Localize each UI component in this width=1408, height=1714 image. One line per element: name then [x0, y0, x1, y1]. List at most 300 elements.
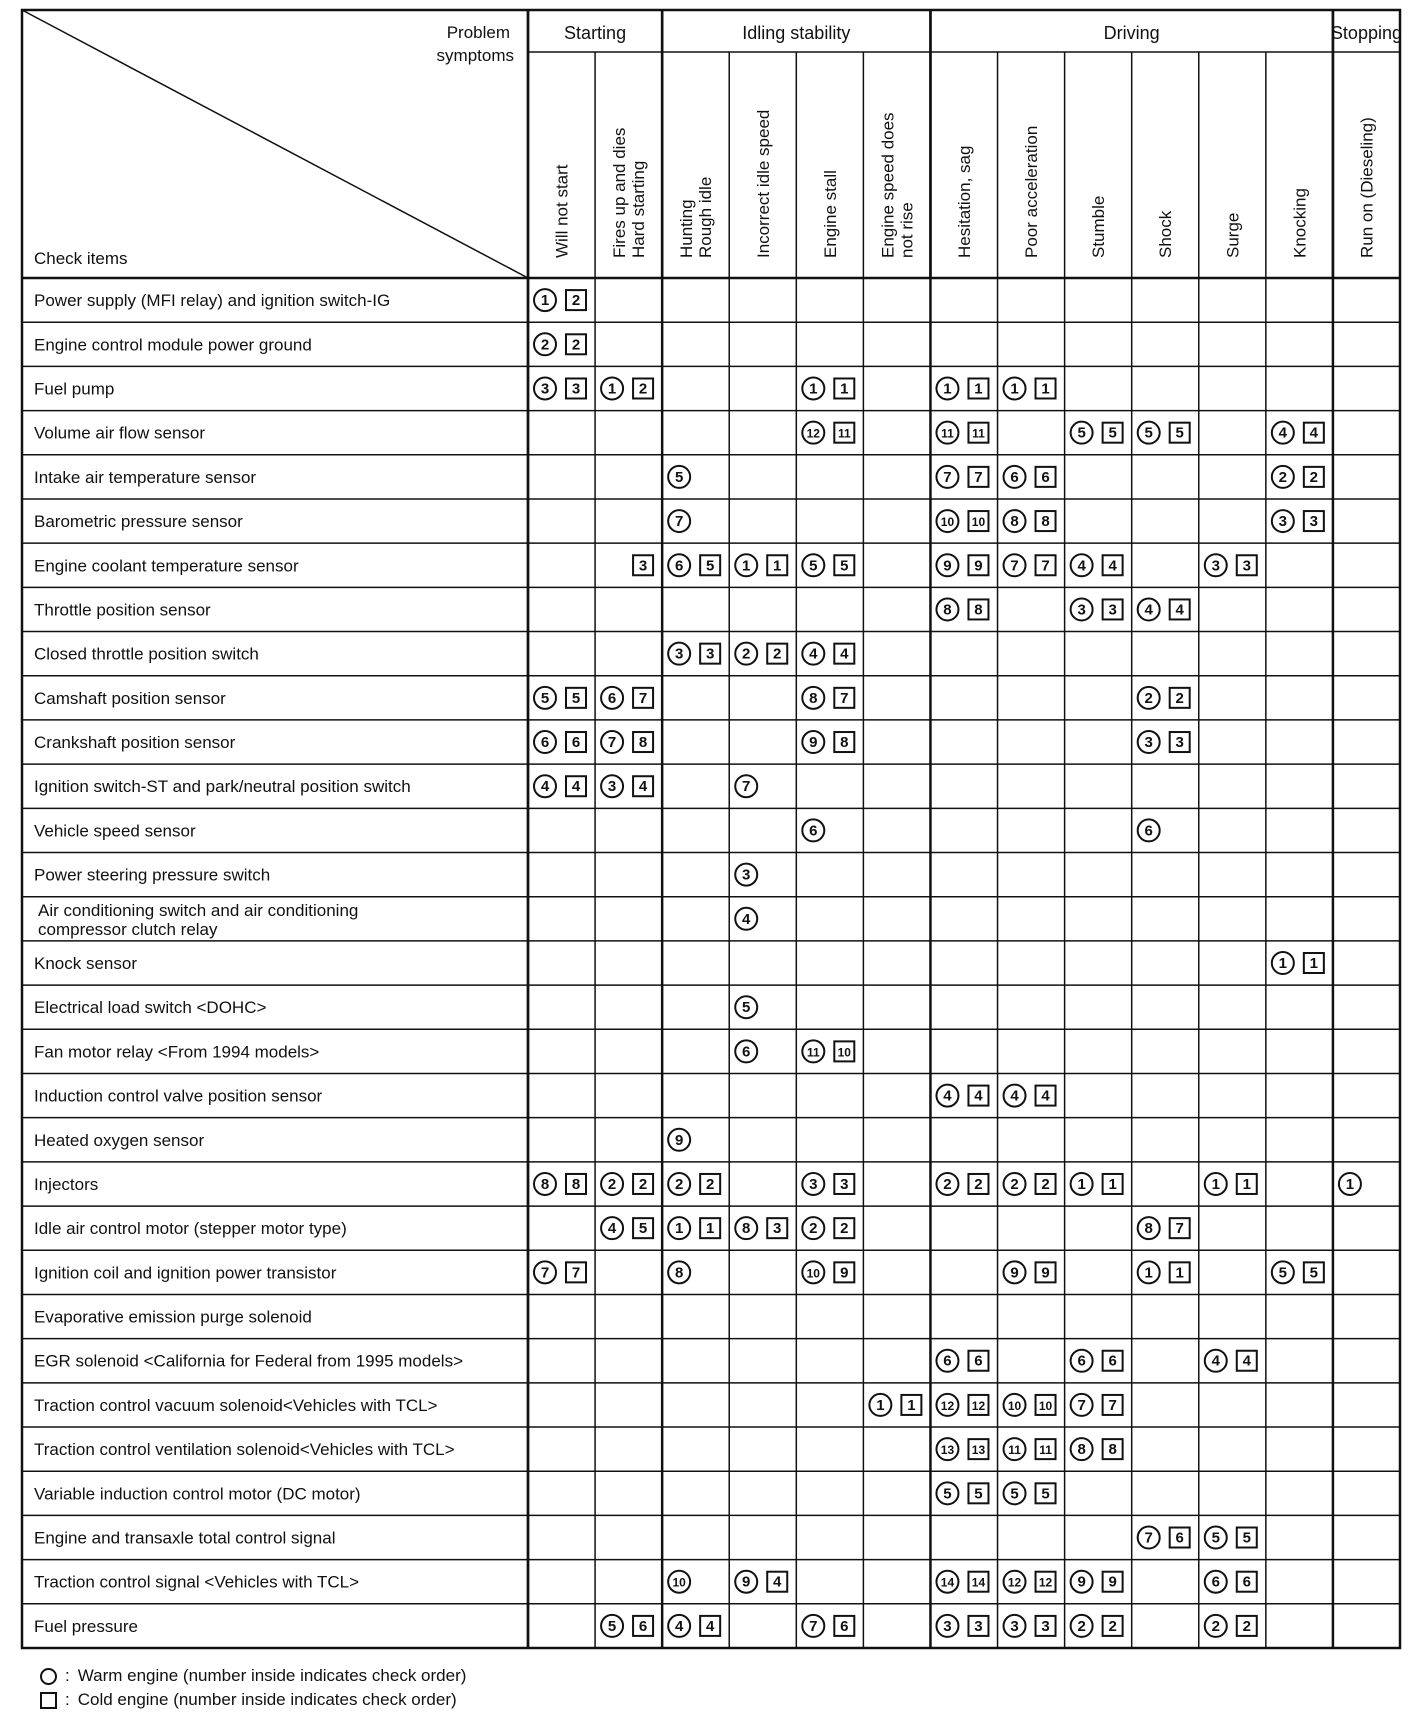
check-item-label: Ignition coil and ignition power transistor: [34, 1263, 337, 1283]
cold-order-number: 7: [974, 468, 983, 486]
cold-order-number: 5: [1041, 1485, 1050, 1503]
warm-order-number: 12: [1007, 1575, 1022, 1590]
cold-order-number: 12: [971, 1398, 986, 1413]
table-cell: [1071, 1350, 1123, 1372]
table-cell: [1272, 1261, 1324, 1283]
warm-order-number: 6: [1144, 822, 1153, 840]
cold-order-number: 3: [1108, 601, 1117, 619]
check-item-label: Volume air flow sensor: [34, 423, 206, 443]
cold-order-number: 4: [773, 1573, 782, 1591]
warm-order-number: 10: [672, 1575, 686, 1590]
check-item-label: Power steering pressure switch: [34, 865, 271, 885]
table-cell: [1071, 1438, 1123, 1460]
column-header-label: Run on (Dieseling): [1357, 117, 1377, 258]
table-cell: [534, 333, 586, 355]
check-item-label: Knock sensor: [34, 954, 137, 973]
column-header-label: Shock: [1156, 210, 1176, 258]
check-item-label: Traction control vacuum solenoid<Vehicles with TCL>: [34, 1395, 438, 1415]
warm-order-number: 5: [742, 999, 751, 1017]
table-cell: [936, 1173, 988, 1195]
cold-order-number: 1: [1108, 1175, 1117, 1193]
table-cell: [936, 1482, 988, 1504]
warm-order-number: 7: [607, 734, 617, 752]
warm-order-number: 4: [943, 1087, 952, 1105]
cold-order-number: 3: [840, 1175, 849, 1193]
table-cell: [1071, 1615, 1123, 1637]
cold-order-number: 2: [773, 645, 782, 663]
group-header-idling-stability: Idling stability: [742, 23, 851, 43]
warm-order-number: 1: [1010, 380, 1019, 398]
warm-order-number: 5: [1077, 424, 1086, 442]
warm-order-number: 7: [1010, 557, 1019, 575]
check-item-label: Traction control signal <Vehicles with TCL>: [34, 1572, 360, 1592]
cold-order-number: 2: [571, 336, 581, 354]
check-item-label: Crankshaft position sensor: [34, 733, 236, 753]
table-cell: [802, 1615, 854, 1637]
table-cell: [601, 1217, 653, 1239]
cold-order-number: 2: [1041, 1175, 1050, 1193]
cold-order-number: 2: [638, 380, 648, 398]
warm-order-number: 6: [607, 689, 617, 707]
table-cell: [1205, 554, 1257, 576]
check-item-label: Fuel pressure: [34, 1616, 138, 1636]
table-cell: [735, 908, 757, 930]
cold-order-number: 4: [1041, 1087, 1050, 1105]
warm-order-number: 2: [1077, 1617, 1086, 1635]
table-cell: [534, 687, 586, 709]
warm-order-number: 12: [940, 1398, 955, 1413]
table-cell: [1138, 819, 1160, 841]
cold-order-number: 12: [1038, 1575, 1053, 1590]
table-cell: [936, 1571, 988, 1593]
warm-order-number: 4: [607, 1220, 617, 1238]
cold-order-number: 2: [1108, 1617, 1117, 1635]
column-header-label: Rough idle: [696, 176, 716, 258]
table-cell: [534, 775, 586, 797]
column-header-label: Knocking: [1290, 188, 1310, 258]
table-cell: [936, 554, 988, 576]
table-cell: [1205, 1615, 1257, 1637]
column-header-label: Poor acceleration: [1022, 125, 1042, 258]
warm-order-number: 2: [1278, 468, 1288, 486]
cold-order-number: 3: [705, 645, 715, 663]
cold-order-number: 5: [1108, 424, 1117, 442]
table-cell: [668, 554, 720, 576]
check-item-label: Injectors: [34, 1174, 99, 1194]
legend-cold-text: Cold engine (number inside indicates check order): [77, 1690, 457, 1709]
warm-order-number: 10: [1007, 1398, 1022, 1413]
cold-order-number: 13: [971, 1443, 986, 1458]
warm-order-number: 1: [809, 380, 818, 398]
table-cell: [668, 1217, 720, 1239]
cold-order-number: 2: [1309, 468, 1319, 486]
table-cell: [668, 466, 690, 488]
cold-order-number: 3: [1175, 734, 1184, 752]
check-item-label: Heated oxygen sensor: [34, 1130, 205, 1150]
warm-order-number: 11: [806, 1045, 820, 1060]
cold-order-number: 8: [974, 601, 983, 619]
warm-order-number: 8: [1077, 1441, 1086, 1459]
check-item-label: Closed throttle position switch: [34, 644, 259, 664]
warm-order-number: 2: [1144, 689, 1153, 707]
table-cell: [936, 1350, 988, 1372]
table-cell: [735, 864, 757, 886]
cold-order-number: 8: [638, 734, 648, 752]
cold-order-number: 3: [1242, 557, 1251, 575]
table-cell: [1071, 1571, 1123, 1593]
warm-order-number: 4: [674, 1617, 684, 1635]
table-cell: [601, 377, 653, 399]
cold-order-number: 10: [837, 1045, 851, 1060]
table-cell: [1205, 1350, 1257, 1372]
cold-order-number: 2: [638, 1175, 648, 1193]
check-item-label: Camshaft position sensor: [34, 688, 226, 708]
column-header-label: Will not start: [552, 164, 572, 258]
column-header-label: Hard starting: [629, 160, 649, 258]
warm-order-number: 2: [742, 645, 751, 663]
cold-order-number: 4: [840, 645, 849, 663]
cold-order-number: 1: [840, 380, 849, 398]
check-item-label: Barometric pressure sensor: [34, 512, 243, 532]
table-cell: [936, 422, 988, 444]
warm-order-number: 3: [1278, 513, 1288, 531]
table-cell: [1138, 598, 1190, 620]
cold-order-number: 5: [1242, 1529, 1251, 1547]
warm-order-number: 6: [1211, 1573, 1220, 1591]
warm-order-number: 9: [809, 734, 818, 752]
table-cell: [1138, 1261, 1190, 1283]
warm-order-number: 10: [940, 515, 955, 530]
warm-order-number: 1: [607, 380, 617, 398]
check-item-label: Electrical load switch <DOHC>: [34, 998, 267, 1018]
table-cell: [1138, 1217, 1190, 1239]
table-cell: [735, 1040, 757, 1062]
cold-order-number: 3: [1309, 513, 1319, 531]
cold-order-number: 8: [571, 1175, 581, 1193]
cold-order-number: 9: [1108, 1573, 1117, 1591]
check-item-label: Throttle position sensor: [34, 600, 211, 620]
cold-order-number: 1: [773, 557, 782, 575]
warm-order-number: 4: [1144, 601, 1153, 619]
warm-order-number: 4: [1077, 557, 1086, 575]
table-cell: [668, 1571, 690, 1593]
table-cell: [633, 555, 653, 575]
cold-order-number: 6: [974, 1352, 983, 1370]
header-problem-label: Problem: [446, 23, 510, 42]
warm-order-number: 1: [1345, 1175, 1355, 1193]
check-item-label: Ignition switch-ST and park/neutral position switch: [34, 777, 411, 797]
warm-order-number: 4: [540, 778, 550, 796]
warm-order-number: 3: [809, 1175, 818, 1193]
warm-order-number: 2: [607, 1175, 617, 1193]
warm-order-number: 3: [1077, 601, 1086, 619]
table-cell: [668, 1129, 690, 1151]
cold-order-number: 6: [1242, 1573, 1251, 1591]
check-item-label: Vehicle speed sensor: [34, 821, 196, 841]
cold-order-number: 4: [974, 1087, 983, 1105]
table-cell: [1004, 1571, 1056, 1593]
cold-order-number: 4: [1108, 557, 1117, 575]
cold-order-number: 4: [571, 778, 581, 796]
table-cell: [1205, 1173, 1257, 1195]
legend-warm-text: Warm engine (number inside indicates check order): [77, 1666, 467, 1685]
warm-order-number: 4: [1211, 1352, 1220, 1370]
table-cell: [1004, 1438, 1056, 1460]
table-cell: [534, 1173, 586, 1195]
warm-order-number: 8: [540, 1175, 550, 1193]
cold-order-number: 3: [1041, 1617, 1050, 1635]
check-item-label: Engine and transaxle total control signal: [34, 1528, 336, 1548]
cold-order-number: 3: [974, 1617, 983, 1635]
warm-order-number: 2: [540, 336, 550, 354]
table-cell: [534, 289, 586, 311]
table-cell: [601, 1615, 653, 1637]
group-header-driving: Driving: [1103, 23, 1160, 43]
table-cell: [802, 422, 854, 444]
warm-order-number: 4: [1010, 1087, 1019, 1105]
table-cell: [1272, 466, 1324, 488]
cold-order-number: 5: [1309, 1264, 1319, 1282]
cold-order-number: 4: [1309, 424, 1319, 442]
warm-order-number: 3: [1211, 557, 1220, 575]
table-cell: [1004, 1615, 1056, 1637]
table-cell: [1339, 1173, 1361, 1195]
column-header-label: Engine stall: [820, 170, 840, 258]
table-cell: [936, 1615, 988, 1637]
cold-order-number: 3: [773, 1220, 782, 1238]
table-cell: [936, 377, 988, 399]
table-cell: [1205, 1527, 1257, 1549]
table-cell: [1004, 1085, 1056, 1107]
warm-order-number: 9: [742, 1573, 751, 1591]
table-cell: [1272, 952, 1324, 974]
cold-order-number: 6: [638, 1617, 648, 1635]
table-cell: [735, 554, 787, 576]
cold-order-number: 9: [840, 1264, 849, 1282]
warm-order-number: 7: [809, 1617, 818, 1635]
warm-order-number: 1: [1144, 1264, 1153, 1282]
check-item-label: Induction control valve position sensor: [34, 1086, 323, 1106]
warm-order-number: 7: [1144, 1529, 1153, 1547]
table-cell: [601, 775, 653, 797]
warm-order-number: 4: [1278, 424, 1288, 442]
cold-order-number: 11: [1039, 1443, 1052, 1458]
warm-order-number: 11: [1008, 1443, 1021, 1458]
check-item-label: Engine coolant temperature sensor: [34, 556, 299, 576]
table-cell: [1071, 554, 1123, 576]
warm-order-number: 11: [941, 426, 954, 441]
table-cell: [802, 687, 854, 709]
column-header-label: Surge: [1223, 212, 1243, 258]
cold-order-number: 3: [638, 557, 648, 575]
table-cell: [668, 1173, 720, 1195]
table-cell: [1004, 554, 1056, 576]
warm-order-number: 3: [1010, 1617, 1019, 1635]
cold-order-number: 7: [1175, 1220, 1184, 1238]
table-cell: [534, 1261, 586, 1283]
legend-cold: : Cold engine (number inside indicates check order): [40, 1690, 457, 1710]
check-item-label: Traction control ventilation solenoid<Vehicles with TCL>: [34, 1440, 455, 1460]
table-cell: [802, 643, 854, 665]
table-cell: [1138, 731, 1190, 753]
check-item-label: Fuel pump: [34, 379, 115, 399]
warm-order-number: 6: [742, 1043, 751, 1061]
warm-order-number: 5: [1144, 424, 1153, 442]
table-cell: [802, 1261, 854, 1283]
warm-order-number: 6: [943, 1352, 952, 1370]
warm-order-number: 8: [742, 1220, 751, 1238]
column-header-label: Engine speed does: [878, 112, 898, 258]
warm-order-number: 13: [940, 1443, 955, 1458]
header-check-items-label: Check items: [34, 249, 128, 268]
cold-order-number: 1: [907, 1396, 916, 1414]
cold-order-number: 6: [1175, 1529, 1184, 1547]
warm-order-number: 3: [1144, 734, 1153, 752]
table-cell: [1138, 1527, 1190, 1549]
check-item-label: Engine control module power ground: [34, 335, 312, 355]
column-header-label: Hesitation, sag: [955, 145, 974, 258]
warm-order-number: 12: [806, 426, 820, 441]
cold-order-number: 8: [1108, 1441, 1117, 1459]
table-cell: [601, 1173, 653, 1195]
table-cell: [735, 643, 787, 665]
cold-order-number: 4: [638, 778, 648, 796]
cold-order-number: 14: [971, 1575, 986, 1590]
cold-order-number: 5: [705, 557, 715, 575]
check-item-label: compressor clutch relay: [38, 919, 218, 939]
warm-order-number: 5: [809, 557, 818, 575]
warm-order-number: 2: [674, 1175, 684, 1193]
table-cell: [936, 466, 988, 488]
check-item-label: Air conditioning switch and air conditioning: [38, 900, 359, 920]
table-cell: [1071, 422, 1123, 444]
cold-order-number: 5: [974, 1485, 983, 1503]
cold-order-number: 6: [1108, 1352, 1117, 1370]
check-item-label: Intake air temperature sensor: [34, 467, 257, 487]
table-cell: [1004, 1482, 1056, 1504]
cold-order-number: 1: [1041, 380, 1050, 398]
warm-order-number: 4: [742, 910, 751, 928]
warm-order-number: 8: [1010, 513, 1019, 531]
cold-order-number: 6: [571, 734, 581, 752]
group-header-starting: Starting: [564, 23, 627, 43]
table-cell: [735, 1571, 787, 1593]
table-cell: [1205, 1571, 1257, 1593]
cold-order-number: 1: [974, 380, 983, 398]
table-cell: [735, 996, 757, 1018]
table-cell: [802, 1040, 854, 1062]
table-cell: [534, 377, 586, 399]
cold-order-number: 7: [638, 689, 648, 707]
table-cell: [802, 1173, 854, 1195]
table-cell: [936, 1085, 988, 1107]
table-cell: [1071, 1173, 1123, 1195]
warm-order-number: 1: [1077, 1175, 1086, 1193]
check-item-label: Fan motor relay <From 1994 models>: [34, 1042, 320, 1062]
cold-order-number: 4: [705, 1617, 715, 1635]
check-item-label: EGR solenoid <California for Federal from 1995 models>: [34, 1351, 463, 1371]
warm-order-number: 8: [1144, 1220, 1153, 1238]
table-cell: [802, 819, 824, 841]
table-cell: [1272, 422, 1324, 444]
cold-order-number: 10: [971, 515, 986, 530]
check-item-label: Evaporative emission purge solenoid: [34, 1307, 312, 1327]
warm-order-number: 5: [1278, 1264, 1288, 1282]
column-header-label: Fires up and dies: [610, 127, 630, 258]
cold-order-number: 7: [571, 1264, 581, 1282]
legend-warm: : Warm engine (number inside indicates check order): [40, 1666, 466, 1686]
warm-order-number: 7: [540, 1264, 550, 1282]
column-header-label: Incorrect idle speed: [753, 109, 773, 258]
warm-order-number: 14: [940, 1575, 955, 1590]
table-cell: [869, 1394, 921, 1416]
warm-order-number: 5: [1010, 1485, 1019, 1503]
cold-order-number: 2: [840, 1220, 849, 1238]
table-cell: [735, 775, 757, 797]
cold-order-number: 2: [1175, 689, 1184, 707]
cold-order-number: 10: [1038, 1398, 1053, 1413]
warm-order-number: 7: [742, 778, 751, 796]
warm-order-number: 5: [1211, 1529, 1220, 1547]
warm-order-number: 3: [742, 866, 751, 884]
warm-order-number: 6: [540, 734, 550, 752]
cold-order-number: 6: [1041, 468, 1050, 486]
cold-order-number: 2: [1242, 1617, 1251, 1635]
table-cell: [802, 377, 854, 399]
warm-order-number: 6: [1077, 1352, 1086, 1370]
cold-order-number: 11: [972, 426, 985, 441]
warm-order-number: 2: [809, 1220, 818, 1238]
warm-order-number: 10: [806, 1266, 820, 1281]
table-cell: [1138, 687, 1190, 709]
table-cell: [802, 1217, 854, 1239]
warm-order-number: 3: [607, 778, 617, 796]
header-symptoms-label: symptoms: [436, 46, 514, 65]
cold-order-number: 4: [1175, 601, 1184, 619]
table-cell: [1004, 377, 1056, 399]
warm-order-number: 2: [1211, 1617, 1220, 1635]
cold-order-number: 1: [1309, 955, 1319, 972]
cold-order-number: 3: [571, 380, 581, 398]
warm-order-number: 1: [1278, 955, 1288, 972]
table-cell: [1004, 1394, 1056, 1416]
warm-order-number: 1: [742, 557, 751, 575]
table-cell: [1004, 466, 1056, 488]
table-cell: [1272, 510, 1324, 532]
warm-order-number: 5: [540, 689, 550, 707]
check-item-label: Variable induction control motor (DC motor): [34, 1484, 361, 1504]
table-cell: [936, 598, 988, 620]
check-item-label: Idle air control motor (stepper motor type): [34, 1219, 347, 1239]
warm-order-number: 6: [1010, 468, 1019, 486]
warm-order-number: 2: [1010, 1175, 1019, 1193]
cold-order-number: 9: [1041, 1264, 1050, 1282]
column-header-label: Hunting: [677, 199, 697, 258]
warm-order-number: 6: [674, 557, 684, 575]
table-cell: [1138, 422, 1190, 444]
table-cell: [1004, 1173, 1056, 1195]
warm-order-number: 7: [674, 513, 684, 531]
table-cell: [802, 731, 854, 753]
warm-order-number: 8: [943, 601, 952, 619]
table-cell: [936, 510, 988, 532]
table-cell: [668, 1615, 720, 1637]
table-cell: [668, 510, 690, 532]
warm-order-number: 1: [876, 1396, 885, 1414]
warm-order-number: 3: [943, 1617, 952, 1635]
table-cell: [1071, 1394, 1123, 1416]
cold-order-number: 5: [571, 689, 581, 707]
